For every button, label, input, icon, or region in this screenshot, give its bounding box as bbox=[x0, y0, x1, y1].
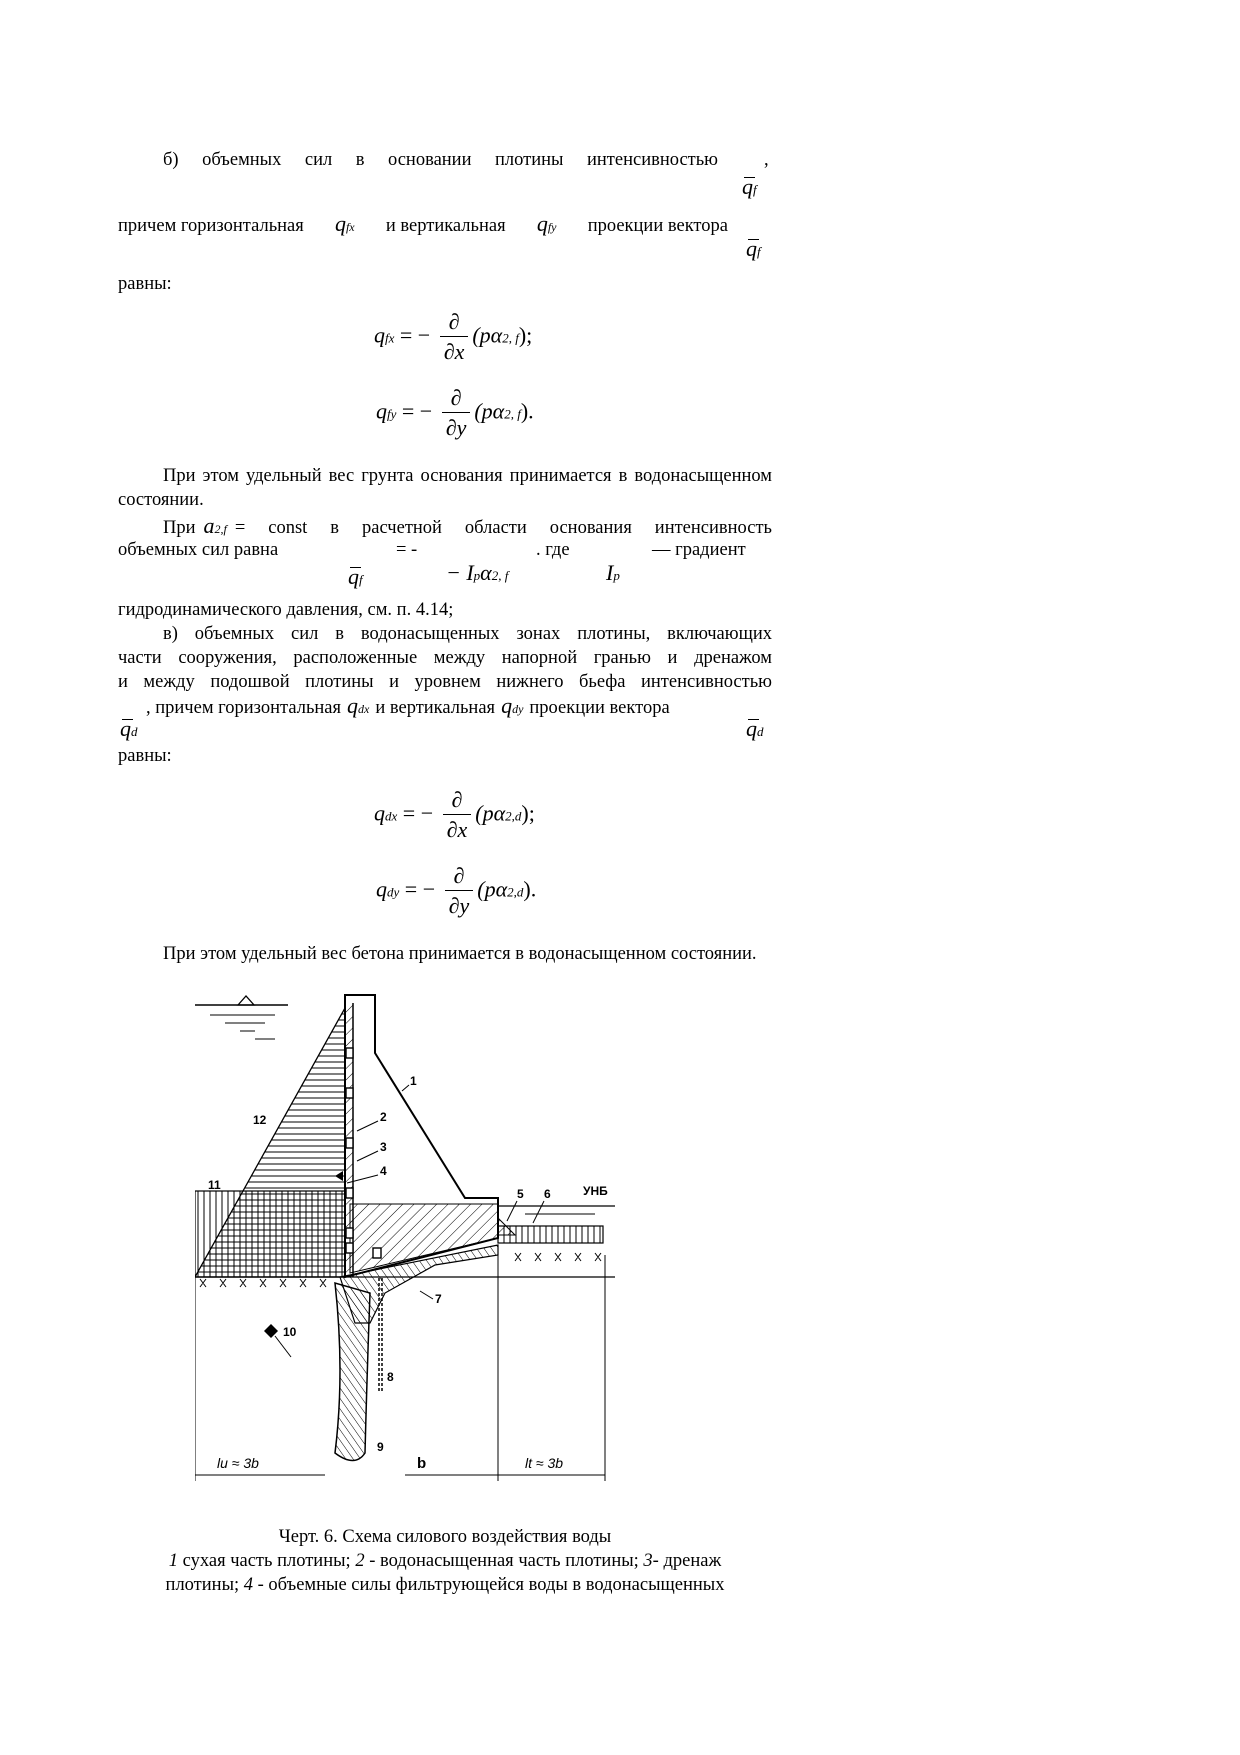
paragraph-b-text: б) объемных сил в основании плотины интенсивностью bbox=[163, 150, 718, 170]
formula-qfx: qfx = − $\frac{\partial}{\partial x}$ (pα2, f); bbox=[374, 309, 533, 364]
vector-qf-1: qf bbox=[742, 174, 757, 199]
dimension-right: lt ≈ 3b bbox=[525, 1455, 564, 1471]
paragraph-const-line1: При a2,f = const в расчетной области основания интенсивность bbox=[163, 513, 772, 538]
figure-caption-line2: плотины; 4 - объемные силы фильтрующейся воды в водонасыщенных bbox=[165, 1575, 725, 1595]
label-9: 9 bbox=[377, 1440, 384, 1454]
formula-qfy: qfy = − $\frac{\partial}{\partial y}$ (pα2, f). bbox=[376, 385, 534, 440]
paragraph-v-line1: в) объемных сил в водонасыщенных зонах плотины, включающих bbox=[163, 624, 772, 644]
paragraph-const-gradient: — градиент bbox=[652, 540, 746, 560]
dam-force-diagram bbox=[195, 993, 695, 1513]
paragraph-const-line3: гидродинамического давления, см. п. 4.14; bbox=[118, 600, 454, 620]
vector-qd-1: qd bbox=[120, 716, 138, 741]
vector-qf-3: qf bbox=[348, 564, 363, 589]
label-8: 8 bbox=[387, 1370, 394, 1384]
upstream-water-level bbox=[195, 996, 288, 1039]
label-11: 11 bbox=[208, 1178, 221, 1192]
label-6: 6 bbox=[544, 1187, 551, 1201]
expr-ip-alpha: − Ipα2, f bbox=[446, 560, 509, 585]
label-4: 4 bbox=[380, 1164, 387, 1178]
grout-curtain bbox=[335, 1283, 370, 1461]
dimension-lines bbox=[195, 1255, 605, 1481]
expr-ip: Ip bbox=[606, 560, 620, 585]
paragraph-concrete: При этом удельный вес бетона принимается в водонасыщенном состоянии. bbox=[163, 944, 757, 964]
paragraph-v-line4: , причем горизонтальная qdx и вертикальная qdy проекции вектора bbox=[146, 693, 670, 718]
paragraph-v-line3: и между подошвой плотины и уровнем нижнего бьефа интенсивностью bbox=[118, 672, 772, 692]
figure-caption-line1: 1 сухая часть плотины; 2 - водонасыщенная часть плотины; 3- дренаж bbox=[168, 1551, 722, 1571]
projection-line: причем горизонтальная qfx и вертикальная qfy проекции вектора bbox=[118, 211, 728, 236]
label-5: 5 bbox=[517, 1187, 524, 1201]
vector-qf-2: qf bbox=[746, 236, 761, 261]
dimension-mid: b bbox=[417, 1455, 427, 1472]
label-1: 1 bbox=[410, 1074, 417, 1088]
paragraph-b-comma: , bbox=[764, 150, 769, 170]
label-12: 12 bbox=[253, 1113, 267, 1127]
equals-label-1: равны: bbox=[118, 274, 172, 294]
downstream-water-level bbox=[498, 1184, 615, 1214]
paragraph-v-line2: части сооружения, расположенные между напорной гранью и дренажом bbox=[118, 648, 772, 668]
paragraph-soil: При этом удельный вес грунта основания принимается в водонасыщенном состоянии. bbox=[118, 466, 772, 510]
vector-qd-2: qd bbox=[746, 716, 764, 741]
upstream-soil-pressure bbox=[195, 1191, 345, 1277]
label-10: 10 bbox=[283, 1325, 297, 1339]
label-2: 2 bbox=[380, 1110, 387, 1124]
figure-caption-title: Черт. 6. Схема силового воздействия воды bbox=[278, 1527, 612, 1547]
paragraph-const-line2a: объемных сил равна bbox=[118, 540, 279, 560]
label-3: 3 bbox=[380, 1140, 387, 1154]
formula-qdy: qdy = − $\frac{\partial}{\partial y}$ (pα2,d). bbox=[376, 863, 537, 918]
dimension-left: lu ≈ 3b bbox=[217, 1455, 259, 1471]
formula-qdx: qdx = − $\frac{\partial}{\partial x}$ (pα2,d); bbox=[374, 787, 535, 842]
label-7: 7 bbox=[435, 1292, 442, 1306]
paragraph-const-eq: = - bbox=[396, 540, 418, 560]
paragraph-b bbox=[118, 148, 718, 172]
paragraph-const-where: . где bbox=[536, 540, 570, 560]
equals-label-2: равны: bbox=[118, 746, 172, 766]
label-unb: УНБ bbox=[583, 1184, 608, 1198]
